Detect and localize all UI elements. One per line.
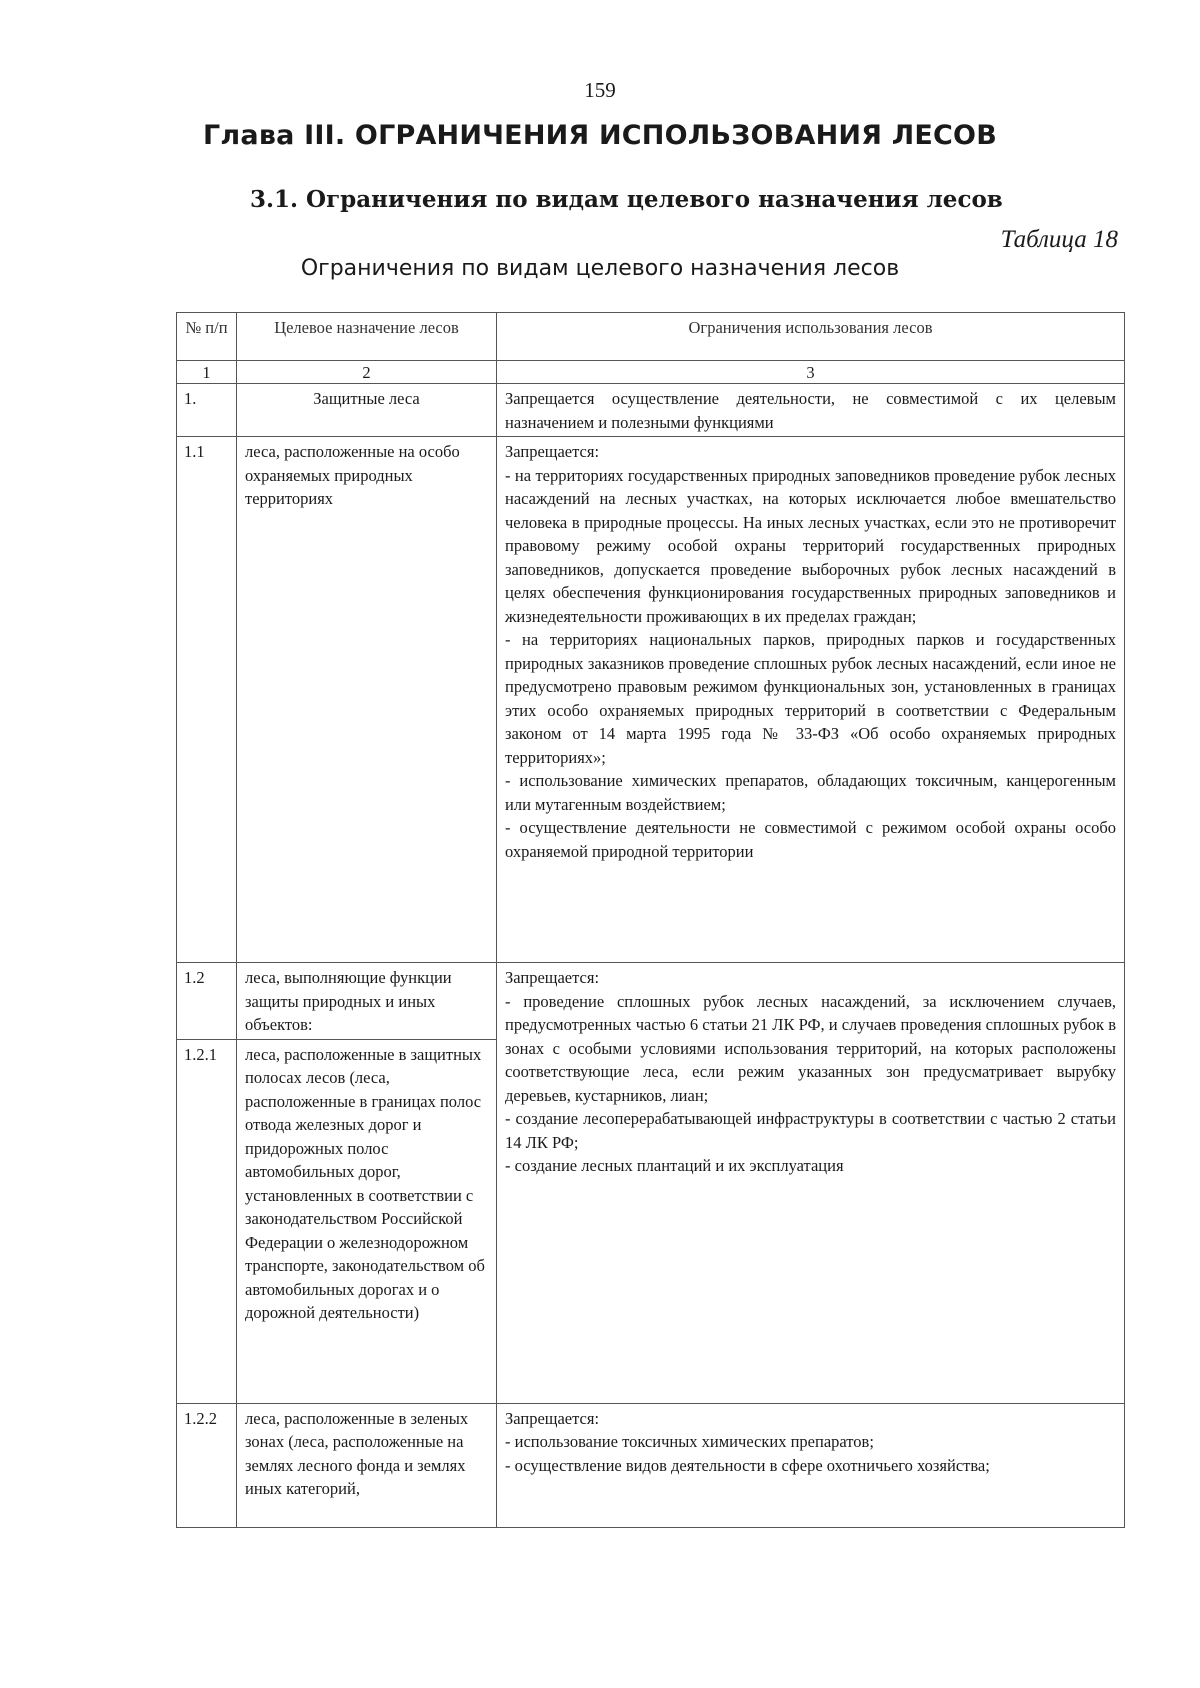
row-number: 1. — [177, 384, 237, 437]
restriction-item: - на территориях национальных парков, природных парков и государственных природных заказников проведение сплошных рубок лесных насаждений, если иное не предусмотрено правовым режимом функциональных зон, установленных в границах этих особо охраняемых природных территорий в соответствии с Федеральным законом от 14 марта 1995 года № 33-ФЗ «Об особо охраняемых природных территориях»; — [505, 630, 1116, 767]
page-number: 159 — [584, 78, 616, 102]
row-purpose: леса, расположенные в зеленых зонах (леса, расположенные на землях лесного фонда и землях иных категорий, — [237, 1403, 497, 1527]
restriction-text: Запрещается осуществление деятельности, не совместимой с их целевым назначением и полезными функциями — [505, 389, 1116, 432]
restrictions-table — [176, 312, 1125, 1528]
restriction-item: - создание лесных плантаций и их эксплуатация — [505, 1156, 844, 1175]
column-number-row — [177, 361, 1125, 384]
row-number: 1.1 — [177, 437, 237, 963]
restriction-heading: Запрещается: — [505, 1408, 600, 1428]
header-restrictions: Ограничения использования лесов — [497, 313, 1125, 361]
restriction-item: - проведение сплошных рубок лесных насаждений, за исключением случаев, предусмотренных частью 6 статьи 21 ЛК РФ, и случаев проведения сплошных рубок в зонах с особыми условиями использования территорий, на которых расположены соответствующие леса, если режим указанных зон предусматривает вырубку деревьев, кустарников, лиан; — [505, 991, 1116, 1105]
row-number: 1.2 — [177, 963, 237, 1040]
column-number: 3 — [497, 361, 1125, 384]
table-row — [177, 963, 1125, 1040]
row-restrictions — [497, 384, 1125, 437]
table-row — [177, 437, 1125, 963]
restriction-item: - на территориях государственных природных заповедников проведение рубок лесных насаждений на лесных участках, на которых исключается любое вмешательство человека в природные процессы. На иных лесных участках, если это не противоречит правовому режиму особой охраны территорий государственных природных заповедников, допускается проведение выборочных рубок лесных насаждений в целях обеспечения функционирования государственных природных заповедников и жизнедеятельности проживающих в их пределах граждан; — [505, 465, 1116, 626]
row-restrictions — [497, 1403, 1125, 1527]
row-purpose: Защитные леса — [237, 384, 497, 437]
row-restrictions — [497, 963, 1125, 1404]
restriction-item: - использование токсичных химических препаратов; — [505, 1432, 874, 1451]
column-number: 2 — [237, 361, 497, 384]
row-number: 1.2.2 — [177, 1403, 237, 1527]
chapter-title: Глава III. ОГРАНИЧЕНИЯ ИСПОЛЬЗОВАНИЯ ЛЕСОВ — [203, 120, 997, 151]
table-label: Таблица 18 — [1000, 226, 1118, 253]
row-restrictions — [497, 437, 1125, 963]
column-number: 1 — [177, 361, 237, 384]
header-purpose: Целевое назначение лесов — [237, 313, 497, 361]
table-caption: Ограничения по видам целевого назначения лесов — [300, 256, 900, 281]
table-row — [177, 384, 1125, 437]
table-row — [177, 1403, 1125, 1527]
restriction-item: - осуществление видов деятельности в сфере охотничьего хозяйства; — [505, 1455, 990, 1475]
restriction-item: - использование химических препаратов, обладающих токсичным, канцерогенным или мутагенным воздействием; — [505, 771, 1116, 814]
restriction-heading: Запрещается: — [505, 442, 600, 461]
restriction-item: - осуществление деятельности не совместимой с режимом особой охраны особо охраняемой природной территории — [505, 818, 1116, 861]
row-purpose: леса, выполняющие функции защиты природных и иных объектов: — [237, 963, 497, 1040]
row-number: 1.2.1 — [177, 1039, 237, 1403]
restriction-heading: Запрещается: — [505, 968, 600, 987]
row-purpose: леса, расположенные на особо охраняемых природных территориях — [237, 437, 497, 963]
row-purpose: леса, расположенные в защитных полосах лесов (леса, расположенные в границах полос отвода железных дорог и придорожных полос автомобильных дорог, установленных в соответствии с законодательством Российской Федерации о железнодорожном транспорте, законодательством об автомобильных дорогах и о дорожной деятельности) — [237, 1039, 497, 1403]
table-header-row — [177, 313, 1125, 361]
header-number: № п/п — [177, 313, 237, 361]
section-title: 3.1. Ограничения по видам целевого назначения лесов — [250, 186, 1003, 213]
restriction-item: - создание лесоперерабатывающей инфраструктуры в соответствии с частью 2 статьи 14 ЛК РФ; — [505, 1109, 1116, 1152]
